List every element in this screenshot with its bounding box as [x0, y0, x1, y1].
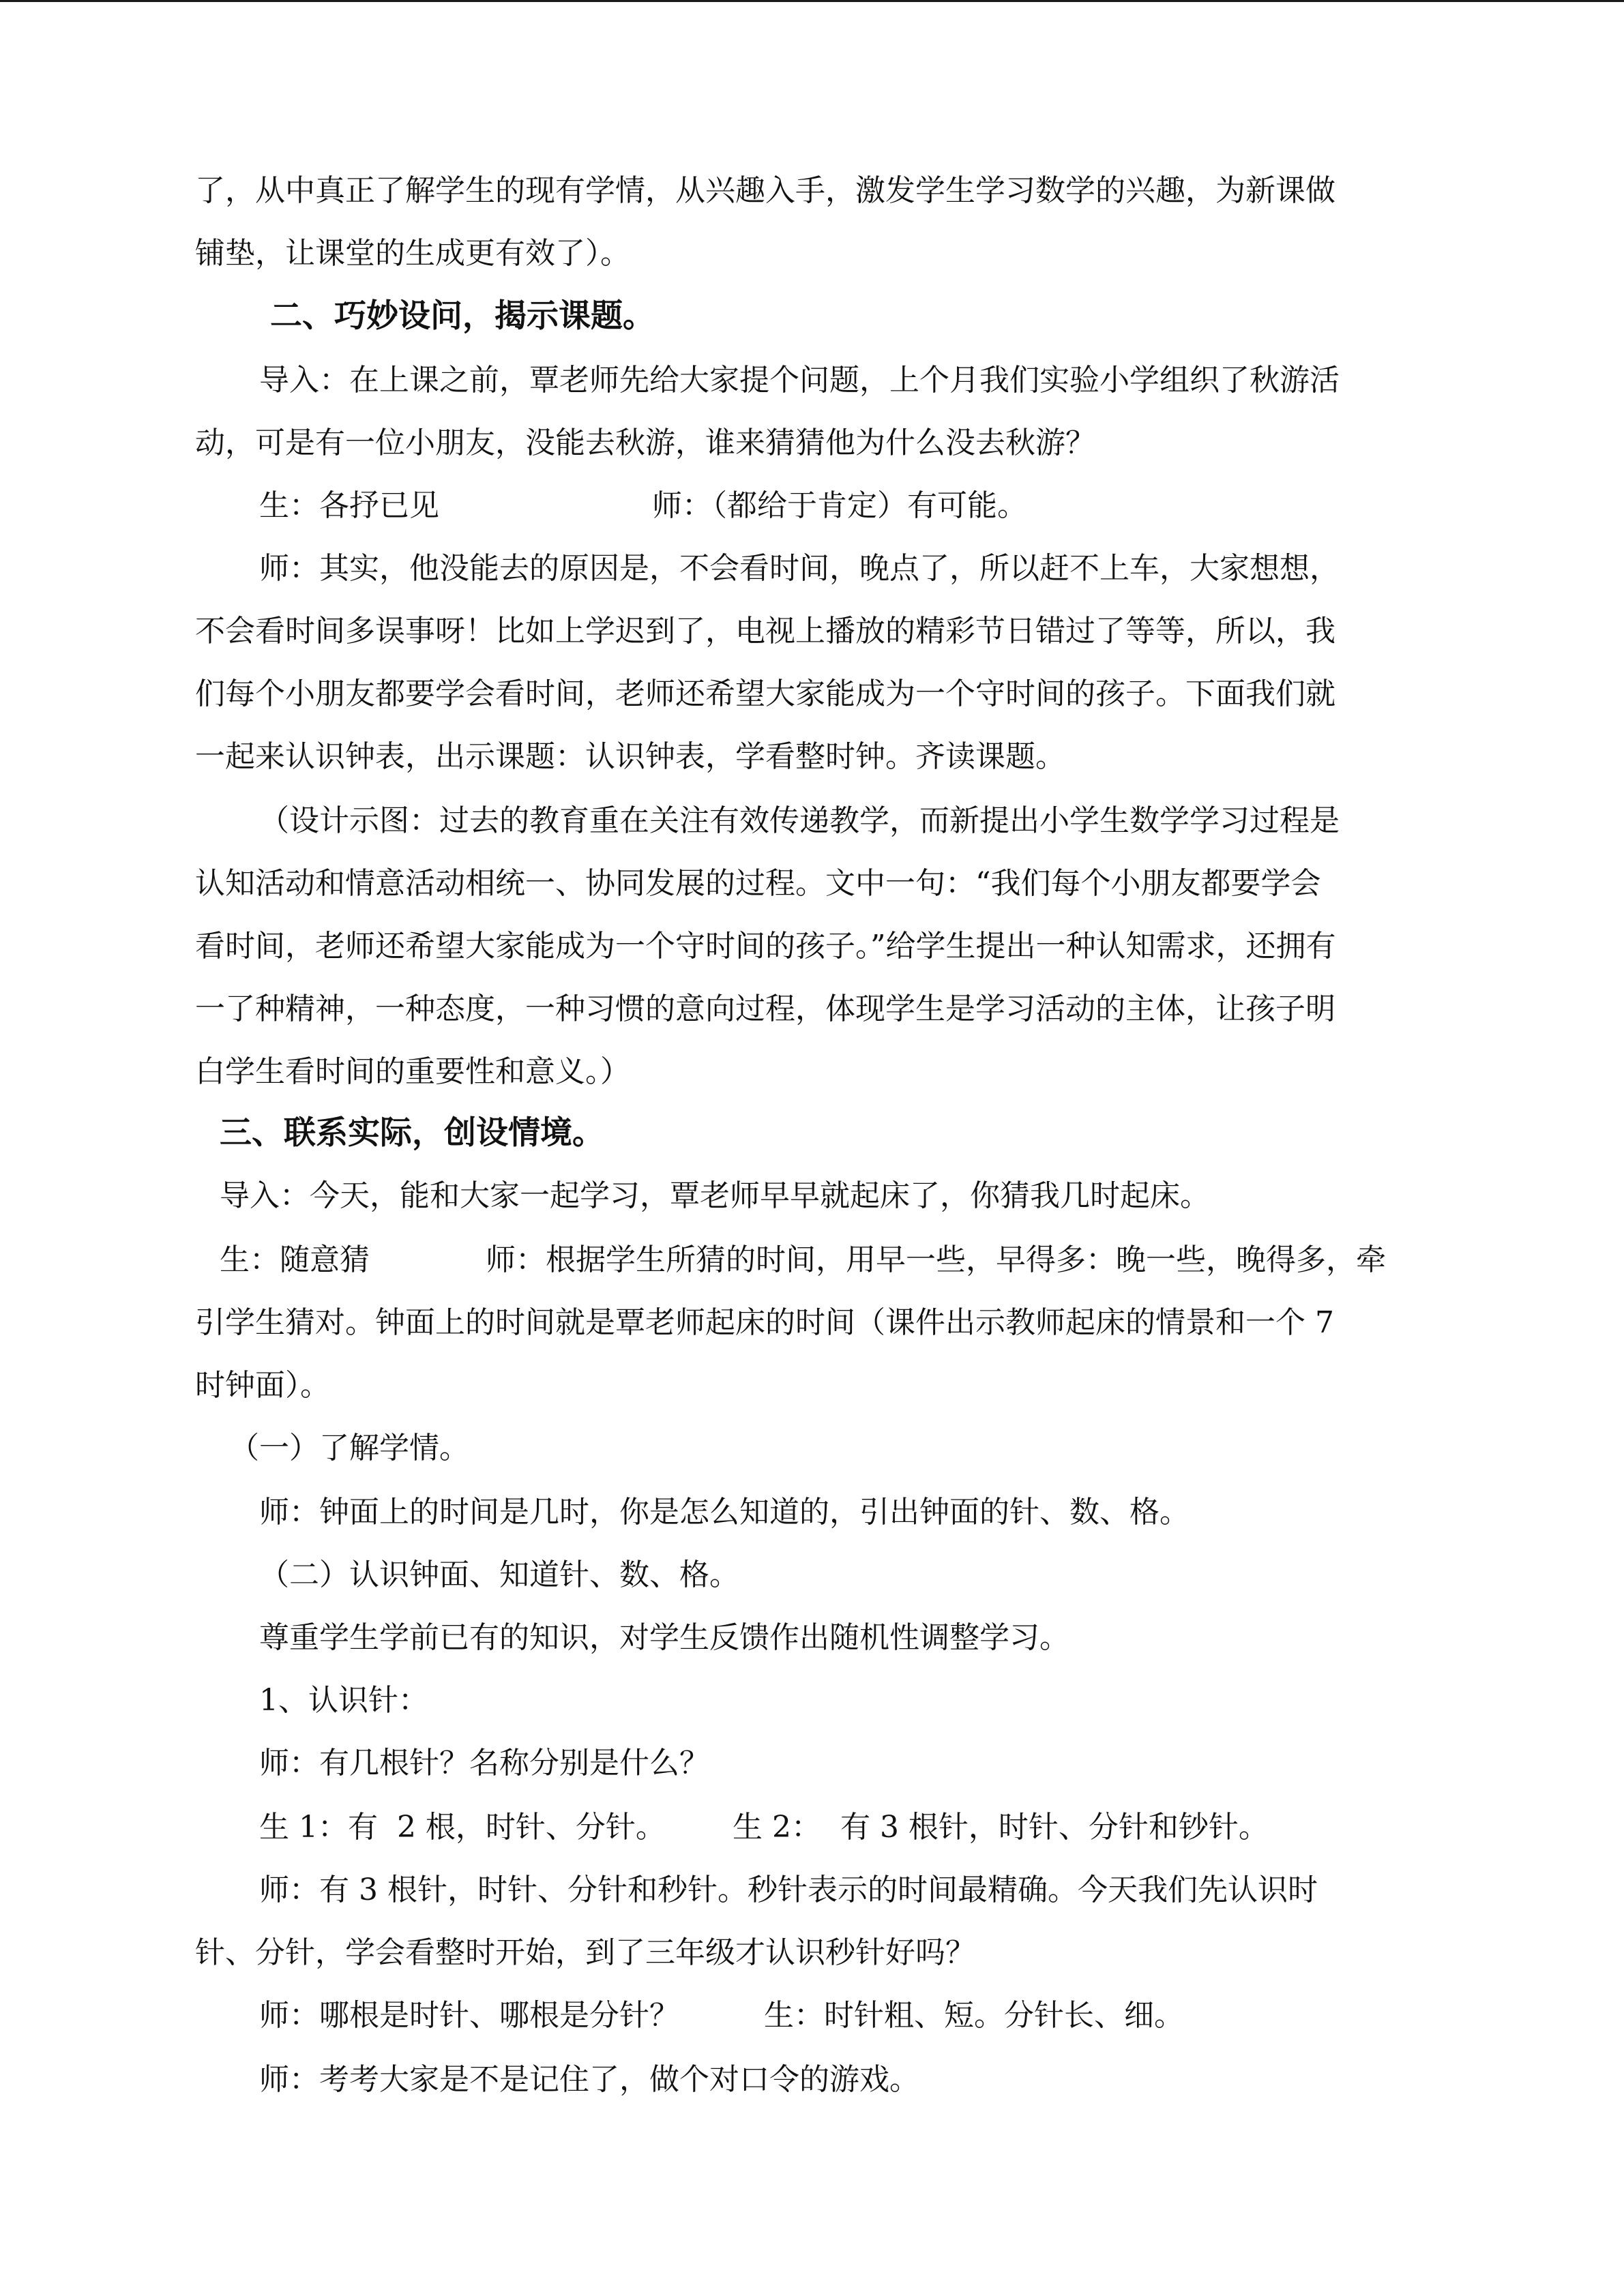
- dialogue-student: 生：各抒已见: [259, 488, 439, 523]
- paragraph-line: 时钟面）。: [195, 1368, 330, 1403]
- dialogue-student: 生：随意猜: [220, 1242, 370, 1277]
- paragraph-line: 认知活动和情意活动相统一、协同发展的过程。文中一句：“我们每个小朋友都要学会: [195, 866, 1321, 901]
- paragraph-line: 看时间，老师还希望大家能成为一个守时间的孩子。”给学生提出一种认知需求，还拥有: [195, 929, 1336, 964]
- subsection-heading: （一）了解学情。: [229, 1431, 469, 1465]
- dialogue-student-1: 生 1：有 2 根，时针、分针。: [259, 1810, 666, 1845]
- section-heading-2: 二、巧妙设问，揭示课题。: [270, 297, 655, 335]
- section-heading-3: 三、联系实际，创设情境。: [220, 1114, 604, 1152]
- paragraph-line: 一了种精神，一种态度，一种习惯的意向过程，体现学生是学习活动的主体，让孩子明: [195, 992, 1335, 1026]
- top-border: [0, 0, 1624, 2]
- paragraph-line: 师：考考大家是不是记住了，做个对口令的游戏。: [259, 2062, 919, 2097]
- paragraph-line: 针、分针，学会看整时开始，到了三年级才认识秒针好吗？: [195, 1935, 975, 1970]
- paragraph-line: 尊重学生学前已有的知识，对学生反馈作出随机性调整学习。: [259, 1620, 1069, 1655]
- paragraph-line: 了，从中真正了解学生的现有学情，从兴趣入手，激发学生学习数学的兴趣，为新课做: [195, 173, 1335, 208]
- paragraph-line: 动，可是有一位小朋友，没能去秋游，谁来猜猜他为什么没去秋游？: [195, 426, 1095, 460]
- dialogue-student: 生：时针粗、短。分针长、细。: [764, 1998, 1184, 2033]
- paragraph-line: 不会看时间多误事呀！比如上学迟到了，电视上播放的精彩节日错过了等等，所以，我: [195, 614, 1335, 648]
- paragraph-line: （设计示图：过去的教育重在关注有效传递教学，而新提出小学生数学学习过程是: [259, 803, 1340, 838]
- paragraph-line: 导入：今天，能和大家一起学习，覃老师早早就起床了，你猜我几时起床。: [220, 1178, 1210, 1213]
- paragraph-line: 师：有 3 根针，时针、分针和秒针。秒针表示的时间最精确。今天我们先认识时: [259, 1873, 1318, 1907]
- paragraph-line: 师：有几根针？名称分别是什么？: [259, 1746, 709, 1780]
- list-heading: 1、认识针：: [259, 1683, 428, 1718]
- dialogue-student-2: 生 2： 有 3 根针，时针、分针和钞针。: [733, 1810, 1269, 1845]
- paragraph-line: 白学生看时间的重要性和意义。）: [195, 1054, 630, 1089]
- paragraph-line: 师：其实，他没能去的原因是，不会看时间，晚点了，所以赶不上车，大家想想，: [259, 551, 1340, 586]
- paragraph-line: 铺垫，让课堂的生成更有效了）。: [195, 236, 630, 271]
- subsection-heading: （二）认识钟面、知道针、数、格。: [259, 1557, 739, 1592]
- paragraph-line: 导入：在上课之前，覃老师先给大家提个问题，上个月我们实验小学组织了秋游活: [259, 363, 1340, 398]
- dialogue-teacher: 师：（都给于肯定）有可能。: [652, 488, 1027, 523]
- paragraph-line: 引学生猜对。钟面上的时间就是覃老师起床的时间（课件出示教师起床的情景和一个 7: [195, 1305, 1334, 1340]
- dialogue-teacher: 师：根据学生所猜的时间，用早一些，早得多：晚一些，晚得多，牵: [486, 1242, 1386, 1277]
- paragraph-line: 们每个小朋友都要学会看时间，老师还希望大家能成为一个守时间的孩子。下面我们就: [195, 676, 1335, 711]
- dialogue-teacher: 师：哪根是时针、哪根是分针？: [259, 1998, 679, 2033]
- paragraph-line: 师：钟面上的时间是几时，你是怎么知道的，引出钟面的针、数、格。: [259, 1495, 1190, 1530]
- paragraph-line: 一起来认识钟表，出示课题：认识钟表，学看整时钟。齐读课题。: [195, 739, 1065, 774]
